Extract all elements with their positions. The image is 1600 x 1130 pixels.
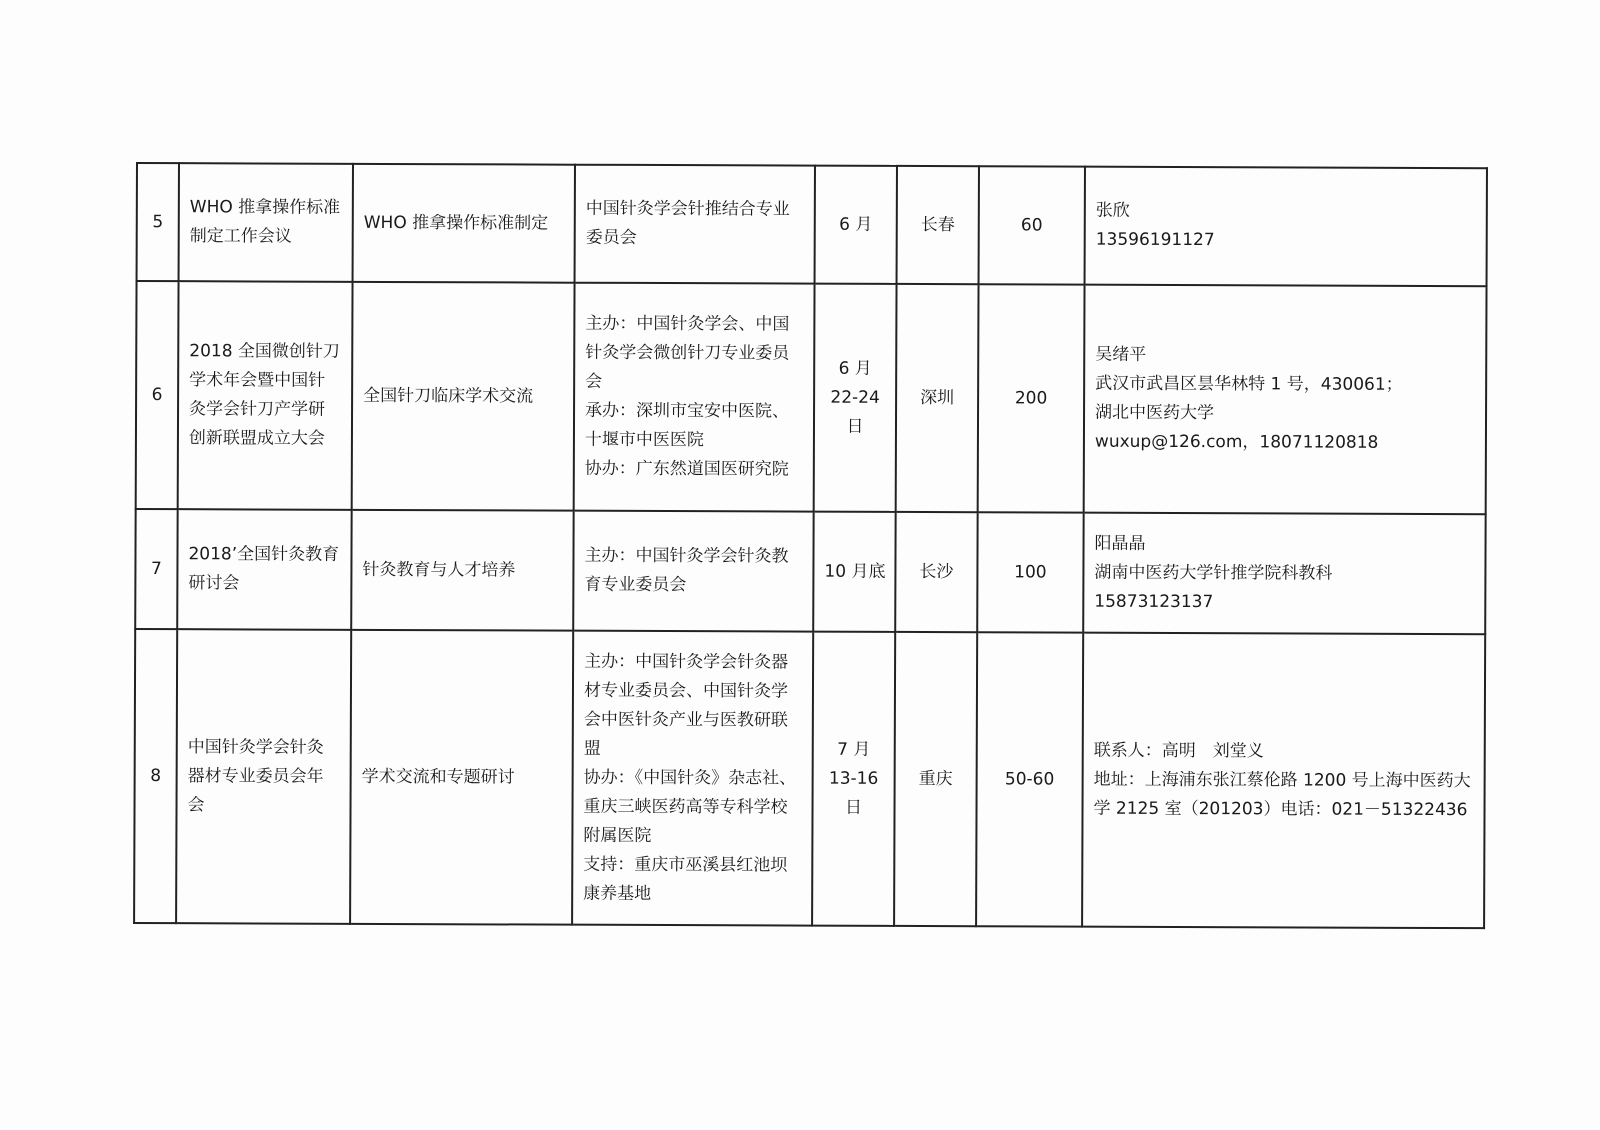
organizer-line: 承办：深圳市宝安中医院、十堰市中医医院 [584, 400, 790, 451]
organizer-line: 主办：中国针灸学会针灸教育专业委员会 [584, 545, 789, 596]
organizer [574, 283, 815, 512]
conference-schedule-table [133, 162, 1488, 929]
organizer-line: 中国针灸学会针推结合专业委员会 [585, 198, 790, 248]
organizer-line: 主办：中国针灸学会、中国针灸学会微创针刀专业委员会 [585, 313, 790, 392]
contact-line: 阳晶晶 [1094, 533, 1146, 554]
organizer [575, 165, 815, 284]
row-number: 7 [135, 509, 177, 629]
meeting-name: 中国针灸学会针灸器材专业委员会年会 [176, 629, 351, 924]
table-row [136, 281, 1487, 514]
meeting-place: 深圳 [896, 284, 979, 512]
contact [1083, 513, 1485, 635]
contact-line: 地址：上海浦东张江蔡伦路 1200 号上海中医药大学 2125 室（201203）电话：021－51322436 [1093, 769, 1471, 820]
table-row [135, 509, 1485, 634]
row-number: 5 [137, 163, 179, 281]
meeting-scale: 200 [978, 284, 1085, 512]
meeting-scale: 60 [979, 166, 1085, 284]
date-line: 10 月底 [824, 561, 886, 582]
meeting-place: 长沙 [895, 512, 977, 632]
date-line: 22-24 [830, 387, 880, 408]
meeting-place: 长春 [897, 166, 979, 284]
meeting-name: WHO 推拿操作标准制定工作会议 [179, 163, 353, 282]
table-row [137, 163, 1487, 286]
contact-line: 湖北中医药大学 [1095, 402, 1215, 424]
meeting-date [813, 512, 895, 632]
organizer [573, 511, 813, 632]
meeting-topic: 针灸教育与人才培养 [351, 510, 573, 631]
meeting-name: 2018 全国微创针刀学术年会暨中国针灸学会针刀产学研创新联盟成立大会 [178, 281, 353, 510]
date-line: 日 [846, 416, 864, 437]
meeting-topic: WHO 推拿操作标准制定 [353, 164, 575, 283]
contact [1082, 633, 1485, 929]
contact-line: 15873123137 [1094, 591, 1214, 612]
meeting-date [812, 632, 895, 926]
contact-line: 13596191127 [1095, 229, 1215, 251]
meeting-topic: 全国针刀临床学术交流 [352, 282, 575, 511]
contact-line: wuxup@126.com，18071120818 [1094, 431, 1379, 453]
meeting-place: 重庆 [894, 632, 977, 926]
meeting-date [814, 284, 897, 512]
contact [1085, 167, 1487, 287]
row-number: 8 [134, 629, 177, 923]
organizer-line: 协办：广东然道国医研究院 [584, 458, 789, 480]
table-row [134, 629, 1485, 928]
organizer [572, 631, 813, 926]
date-line: 13-16 [828, 768, 879, 789]
contact-line: 武汉市武昌区昙华林特 1 号，430061； [1095, 373, 1403, 395]
organizer-line: 支持：重庆市巫溪县红池坝康养基地 [583, 854, 788, 904]
date-line: 6 月 [839, 214, 873, 235]
meeting-scale: 50-60 [976, 632, 1083, 926]
row-number: 6 [136, 281, 179, 509]
date-line: 日 [844, 797, 863, 818]
contact-line: 湖南中医药大学针推学院科教科 [1094, 562, 1333, 584]
meeting-name: 2018’全国针灸教育研讨会 [177, 509, 351, 630]
contact [1084, 285, 1487, 515]
meeting-scale: 100 [977, 512, 1083, 632]
date-line: 7 月 [837, 739, 871, 760]
organizer-line: 协办：《中国针灸》杂志社、重庆三峡医药高等专科学校附属医院 [583, 767, 797, 846]
contact-line: 张欣 [1095, 200, 1130, 221]
contact-line: 吴绪平 [1095, 344, 1147, 365]
meeting-date [815, 166, 897, 284]
organizer-line: 主办：中国针灸学会针灸器材专业委员会、中国针灸学会中医针灸产业与医教研联盟 [583, 651, 789, 759]
date-line: 6 月 [838, 358, 872, 379]
contact-line: 联系人：高明 刘堂义 [1093, 740, 1264, 761]
meeting-topic: 学术交流和专题研讨 [350, 630, 573, 925]
